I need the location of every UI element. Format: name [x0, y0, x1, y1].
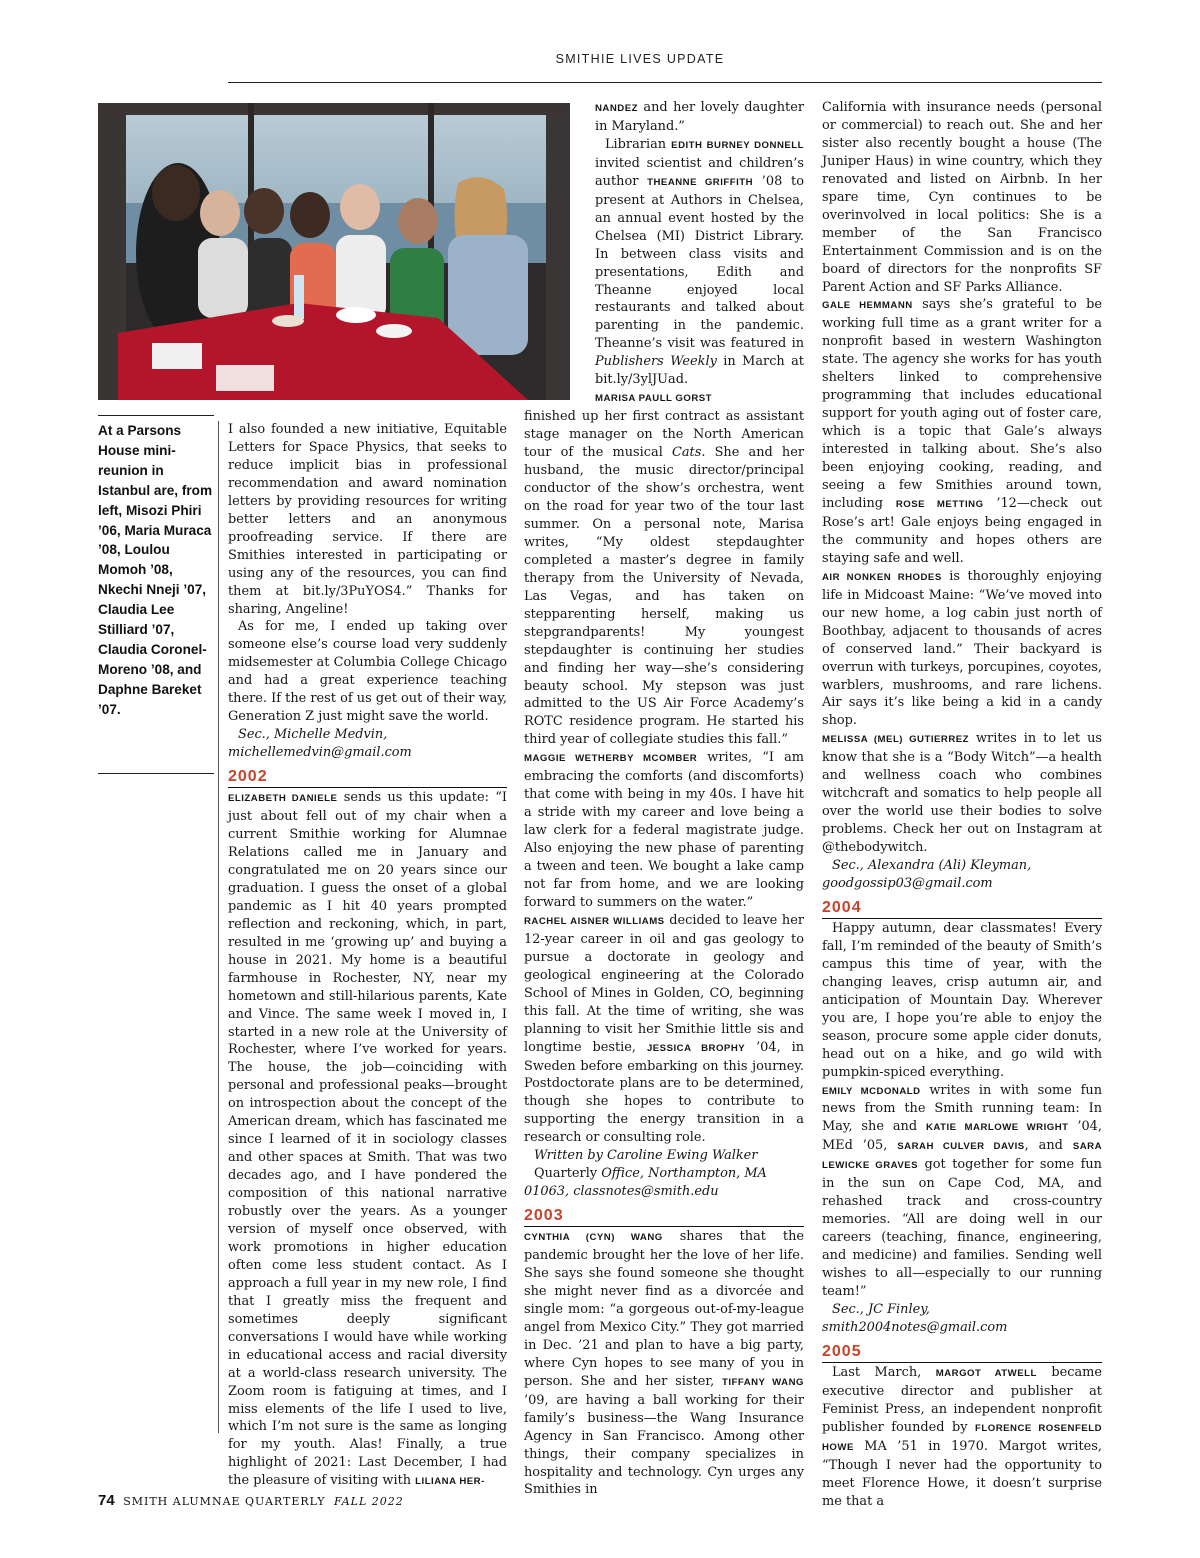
paragraph — [595, 389, 804, 408]
classmate-name: ELIZABETH DANIELE — [228, 793, 338, 805]
paragraph — [595, 99, 804, 136]
paragraph-text: is thoroughly enjoying life in Midcoast Maine: “We’ve moved into our new home, a log cabin just north of Boothbay, adjacent to thousands of acres of conserved land.” Their backyard is overrun with turkeys, porcupines, coyotes, warblers, mushrooms, and rare lichens. Air says it’s like being a kid in a candy shop. — [822, 568, 1102, 729]
paragraph — [822, 296, 1102, 567]
classmate-name: FLORENCE ROSENFELD HOWE — [822, 1422, 1102, 1453]
paragraph-text: Last March, — [832, 1364, 936, 1380]
paragraph-text: in March at bit.ly/3ylJUad. — [595, 354, 804, 388]
secretary-email: smith2004notes@gmail.com — [822, 1319, 1008, 1335]
classmate-name: LILIANA HER- — [415, 1476, 485, 1488]
paragraph-text: ’09, are having a ball working for their family’s business—the Wang Insurance Agency in San Francisco. Among other things, their company specializes in hospitality and technology. Cyn urges any Smithies in — [524, 1392, 804, 1498]
classmate-name: MELISSA (MEL) GUTIERREZ — [822, 734, 970, 746]
paragraph — [595, 136, 804, 389]
paragraph-text: MA ’51 in 1970. Margot writes, “Though I never had the opportunity to meet Florence Howe, it doesn’t surprise me that a — [822, 1438, 1102, 1509]
classmate-name: NANDEZ — [595, 103, 638, 114]
paragraph: California with insurance needs (personal or commercial) to reach out. She and her sister also recently bought a house (The Juniper Haus) in wine country, which they renovated and listed on Airbnb. In her spare time, Cyn continues to be overinvolved in local politics: She is a member of the San Francisco Entertainment Commission and is on the board of directors for the nonprofits SF Parent Action and SF Parks Alliance. — [822, 100, 1102, 295]
paragraph-text: says she’s grateful to be working full time as a grant writer for a nonprofit based in western Washington state. The agency she works for has youth shelters linked to comprehensive programming that includes educational support for youth aging out of foster care, which is a topic that Gale’s always interested in talking about. She’s also been enjoying cooking, reading, and seeing a few Smithies around town, including — [822, 297, 1102, 511]
classmate-name: EDITH BURNEY DONNELL — [671, 139, 804, 151]
paragraph — [524, 1228, 804, 1499]
classmate-name: ROSE METTING — [895, 498, 984, 510]
paragraph-text: writes, “I am embracing the comforts (and discomforts) that come with being in my 40s. I have hit a stride with my career and love being a law clerk for a federal magistrate judge. Also enjoying the new phase of parenting a tween and teen. We bought a lake camp not far from home, and we are looking forward to summers on the water.” — [524, 750, 804, 910]
classmate-name: MARGOT ATWELL — [935, 1367, 1037, 1379]
caption-rule-bottom — [98, 773, 214, 774]
column-2 — [524, 99, 804, 1499]
paragraph-text: ’04, MEd ’05, — [822, 1119, 1102, 1154]
paragraph: Happy autumn, dear classmates! Every fall, I’m reminded of the beauty of Smith’s campus this time of year, with the changing leaves, crisp autumn air, and anticipation of Mountain Day. Wherever you are, I hope you’re able to enjoy the season, procure some apple cider donuts, head out on a hike, and go wild with pumpkin-spiced everything. — [822, 920, 1102, 1080]
signature-text: Quarterly — [534, 1166, 602, 1182]
section-header: SMITHIE LIVES UPDATE — [555, 52, 725, 66]
publication-title: Publishers Weekly — [595, 354, 717, 370]
paragraph — [822, 568, 1102, 731]
secretary-email: goodgossip03@gmail.com — [822, 875, 993, 891]
issue-label: FALL 2022 — [334, 1495, 404, 1508]
year-heading-2004: 2004 — [822, 898, 1102, 919]
signature-address: Office, Northampton, MA 01063, classnotes@smith.edu — [524, 1166, 767, 1200]
paragraph-text: , and — [1024, 1138, 1073, 1154]
classmate-name: TIFFANY WANG — [721, 1376, 805, 1388]
classmate-name: MAGGIE WETHERBY MCOMBER — [524, 753, 698, 765]
paragraph — [228, 789, 507, 1491]
paragraph-text: writes in with some fun news from the Smith running team: In May, she and — [822, 1082, 1102, 1135]
classmate-name: EMILY MCDONALD — [822, 1085, 921, 1097]
paragraph-text: writes in to let us know that she is a “Body Witch”—a health and wellness coach who combines witchcraft and somatics to help people all over the world use their bodies to solve problems. Check her out on Instagram at @thebodywitch. — [822, 731, 1102, 856]
page-footer — [98, 1492, 404, 1509]
show-title: Cats — [671, 445, 702, 461]
text-wrap-around-photo — [595, 99, 804, 389]
paragraph-text: shares that the pandemic brought her the love of her life. She says she found someone she thought she might never find as a divorcée and single mom: “a gorgeous out-of-my-league angel from Mexico City.” They got married in Dec. ’21 and plan to have a big party, where Cyn hopes to see many of you in person. She and her sister, — [524, 1229, 805, 1389]
classmate-name: AIR NONKEN RHODES — [822, 571, 942, 583]
classmate-name: RACHEL AISNER WILLIAMS — [524, 915, 665, 927]
paragraph — [524, 408, 804, 749]
paragraph-text: Librarian — [605, 136, 672, 152]
secretary-email: michellemedvin@gmail.com — [228, 745, 412, 761]
paragraph-text: got together for some fun in the sun on Cape Cod, MA, and rehashed track and cross-country memories. “All are doing well in our careers (teaching, finance, engineering, and medicine) and families. Sending well wishes to all—especially to our running team!” — [822, 1157, 1102, 1299]
signature — [524, 1165, 804, 1201]
paragraph — [822, 730, 1102, 857]
paragraph — [524, 749, 804, 912]
caption-rule-top — [98, 415, 214, 416]
paragraph-text: invited scientist and children’s author — [595, 155, 804, 189]
column-rule — [218, 421, 219, 1433]
year-heading-2003: 2003 — [524, 1206, 804, 1227]
paragraph — [524, 912, 804, 1147]
classmate-name: CYNTHIA (CYN) WANG — [524, 1232, 663, 1244]
secretary-name: Sec., Michelle Medvin, — [238, 727, 388, 743]
paragraph-text: sends us this update: “I just about fell out of my chair when a current Smithie working for Alumnae Relations called me in January and congratulated me on 20 years since our graduation. I guess the onset of a global pandemic as I hit 40 years prompted reflection and reckoning, which, in part, resulted in me ‘growing up’ and buying a house in 2021. My home is a beautiful farmhouse in Rochester, NY, near my hometown and still-hilarious parents, Kate and Vince. The same week I moved in, I started in a new role at the University of Rochester, where I’ve worked for years. The house, the job—coinciding with personal and professional peaks—brought on introspection about the concept of the American dream, which has fascinated me since I learned of it in sociology classes and other spaces at Smith. That was two decades ago, and I have pondered the composition of this national narrative robustly over the years. As a younger version of myself once observed, with work promotions in higher education often come less student contact. As I approach a full year in my new role, I find that I greatly miss the frequent and sometimes deeply significant conversations I would have while working in educational access and racial diversity at a world-class research university. The Zoom room is fatiguing at times, and I miss elements of the life I used to live, which I’m not sure is the same as longing for my youth. Alas! Finally, a true highlight of 2021: Last December, I had the pleasure of visiting with — [228, 790, 507, 1489]
classmate-name: THEANNE GRIFFITH — [647, 176, 754, 188]
paragraph-text: decided to leave her 12-year career in oil and gas geology to pursue a doctorate in geology and geological engineering at the Colorado School of Mines in Golden, CO, beginning this fall. At the time of writing, she was planning to visit her Smithie little sis and longtime bestie, — [524, 912, 804, 1055]
classmate-name: MARISA PAULL GORST — [595, 393, 713, 405]
column-3 — [822, 99, 1102, 1510]
paragraph: As for me, I ended up taking over someone else’s course load very suddenly midsemester at Columbia College Chicago and had a great experience teaching there. If the rest of us get out of their way, Generation Z just might save the world. — [228, 619, 507, 725]
magazine-name: SMITH ALUMNAE QUARTERLY — [123, 1495, 326, 1508]
paragraph-text: and her lovely daughter in Maryland.” — [595, 100, 804, 134]
classmate-name: JESSICA BROPHY — [646, 1042, 746, 1054]
secretary-name: Sec., JC Finley, — [832, 1301, 930, 1317]
paragraph: I also founded a new initiative, Equitable Letters for Space Physics, that seeks to reduce implicit bias in professional recommendation and award nomination letters by providing resources for writing better letters and an anonymous proofreading service. If there are Smithies interested in participating or using any of the resources, you can find them at bit.ly/3PuYOS4.” Thanks for sharing, Angeline! — [228, 422, 507, 617]
paragraph-text: ’12—check out Rose’s art! Gale enjoys being engaged in the community and hopes others are staying safe and well. — [822, 495, 1102, 566]
paragraph-text: . She and her husband, the music director/principal conductor of the show’s orchestra, went on the road for year two of the tour last summer. On a personal note, Marisa writes, “My oldest stepdaughter completed a master’s degree in family therapy from the University of Nevada, Las Vegas, and has taken on stepparenting herself, making us stepgrandparents! My youngest stepdaughter is continuing her studies and finding her way—she’s considering beauty school. My stepson was just admitted to the US Air Force Academy’s ROTC residence program. He started his third year of collegiate studies this fall.” — [524, 445, 805, 748]
photo-caption: At a Parsons House mini-reunion in Istanbul are, from left, Misozi Phiri ’06, Maria Muraca ’08, Loulou Momoh ’08, Nkechi Nneji ’07, Claudia Lee Stilliard ’07, Claudia Coronel-Moreno ’08, and Daphne Bareket ’07. — [98, 423, 213, 717]
paragraph-text: ’04, in Sweden before embarking on this journey. Postdoctorate plans are to be determined, though she hopes to contribute to supporting the energy transition in a research or consulting role. — [524, 1039, 804, 1146]
reunion-photo — [98, 103, 570, 400]
paragraph-text: became executive director and publisher at Feminist Press, an independent nonprofit publisher founded by — [822, 1364, 1102, 1435]
secretary-name: Sec., Alexandra (Ali) Kleyman, — [832, 858, 1032, 874]
reunion-photo-illustration — [98, 103, 570, 400]
paragraph-text: ’08 to present at Authors in Chelsea, an annual event hosted by the Chelsea (MI) District Library. In between class visits and presentations, Edith and Theanne enjoyed local restaurants and talked about parenting in the pandemic. Theanne’s visit was featured in — [595, 173, 804, 352]
classmate-name: SARA LEWICKE GRAVES — [822, 1141, 1102, 1172]
classmate-name: SARAH CULVER DAVIS — [897, 1141, 1025, 1153]
year-heading-2005: 2005 — [822, 1342, 1102, 1363]
header-rule — [228, 82, 1102, 83]
classmate-name: KATIE MARLOWE WRIGHT — [926, 1122, 1069, 1134]
column-1 — [228, 421, 507, 1491]
classmate-name: GALE HEMMANN — [822, 300, 913, 312]
year-heading-2002: 2002 — [228, 767, 507, 788]
page-number: 74 — [98, 1492, 115, 1509]
paragraph — [822, 1082, 1102, 1301]
paragraph — [822, 1364, 1102, 1511]
signature: Written by Caroline Ewing Walker — [534, 1148, 758, 1164]
paragraph-text: finished up her first contract as assistant stage manager on the North American tour of the musical — [524, 409, 804, 461]
